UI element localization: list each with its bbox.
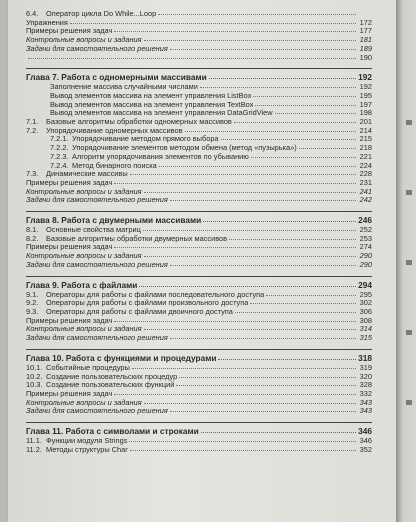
toc-page-number: 241 [359,186,372,196]
dot-leader [251,156,356,158]
toc-entry-title: Создание пользовательских процедур [46,372,178,381]
dot-leader [144,39,356,41]
toc-entry-title: Контрольные вопросы и задания [26,325,142,334]
toc-page-number: 181 [359,35,372,45]
dot-leader [266,294,356,296]
dot-leader [234,121,356,123]
dot-leader [114,182,356,184]
toc-entry-title: Вывод элементов массива на элемент управления DataGridView [50,109,273,118]
toc-entry-title: Функции модуля Strings [46,437,128,446]
toc-entry-number: 9.2. [26,298,39,308]
toc-entry-number: 7.2.1. [50,134,69,144]
dot-leader [255,104,356,106]
toc-entry-title: Упорядочивание элементов методом обмена (метод «пузырька») [72,144,297,153]
toc-entry-number: 8.2. [26,233,39,243]
toc-page-number: 253 [359,233,372,243]
dot-leader [218,358,356,360]
toc-page-number: 294 [358,279,372,290]
toc-entry [26,407,372,416]
toc-entry-title: Операторы для работы с файлами произвольного доступа [46,299,249,308]
toc-entry [26,10,372,19]
toc-page-number: 290 [359,259,372,269]
toc-page-number: 190 [359,52,372,62]
toc-page-number: 346 [359,436,372,446]
page-edge-mark [406,400,412,405]
dot-leader [299,147,356,149]
toc-entry [26,325,372,334]
toc-page-number: 314 [359,324,372,334]
toc-page-number: 302 [359,298,372,308]
toc-entry-title: Базовые алгоритмы обработки одномерных массивов [46,118,232,127]
dot-leader [130,173,356,175]
toc-entry [26,226,372,235]
dot-leader [170,199,356,201]
toc-entry [26,373,372,382]
toc-page-number: 274 [359,242,372,252]
next-page-edge [396,0,416,522]
dot-leader [200,86,356,88]
toc-entry-title: Примеры решения задач [26,178,113,187]
toc-page-number: 320 [359,371,372,381]
toc-entry-title: Задачи для самостоятельного решения [26,196,168,205]
page-edge-mark [406,190,412,195]
toc-entry [26,334,372,343]
toc-entry-title: Вывод элементов массива на элемент управления ListBox [50,91,252,100]
toc-entry-title: Упорядочивание методом прямого выбора [72,135,219,144]
toc-entry [26,135,372,144]
chapter-title: Глава 11. Работа с символами и строками [26,426,199,437]
toc-entry-number: 7.3. [26,169,39,179]
toc-chapter-heading [26,211,372,226]
toc-entry-title: Основные свойства матриц [46,226,141,235]
dot-leader [201,431,356,433]
toc-page-number: 231 [359,177,372,187]
dot-leader [70,22,356,24]
toc-entry-number: 9.3. [26,306,39,316]
toc-entry-number: 8.1. [26,225,39,235]
toc-entry-number: 10.3. [26,380,43,390]
dot-leader [275,112,356,114]
dot-leader [114,30,356,32]
dot-leader [144,255,356,257]
toc-entry [26,45,372,54]
toc-entry [26,381,372,390]
dot-leader [229,238,356,240]
toc-entry [26,27,372,36]
dot-leader [144,402,356,404]
dot-leader [114,393,356,395]
dot-leader [132,367,356,369]
dot-leader [170,410,356,412]
dot-leader [159,165,356,167]
toc-entry [26,188,372,197]
toc-page-number: 197 [359,99,372,109]
dot-leader [129,440,356,442]
toc-chapter-heading [26,276,372,291]
toc-entry [26,364,372,373]
toc-page-number: 189 [359,43,372,53]
toc-entry [26,308,372,317]
toc-entry [26,437,372,446]
dot-leader [170,264,356,266]
toc-entry [26,92,372,101]
toc-entry-title: Задачи для самостоятельного решения [26,407,168,416]
toc-entry-title: Операторы для работы с файлами последовательного доступа [46,290,265,299]
toc-entry-number: 7.2.4. [50,160,69,170]
toc-page-number: 319 [359,362,372,372]
toc-entry [26,399,372,408]
toc-entry-number: 11.2. [26,444,42,454]
dot-leader [179,376,356,378]
toc-entry-title: Примеры решения задач [26,316,113,325]
toc-entry-title: Событийные процедуры [46,363,130,372]
toc-entry [26,54,372,63]
toc-entry [26,101,372,110]
toc-entry-number: 7.2.2. [50,143,69,153]
toc-entry [26,317,372,326]
toc-entry-title: Оператор цикла Do While...Loop [46,10,157,18]
toc-page-number: 332 [359,388,372,398]
toc-entry-title: Упражнения [26,18,68,27]
toc-entry [26,118,372,127]
toc-page-number: 192 [359,82,372,92]
toc-entry-title: Контрольные вопросы и задания [26,398,142,407]
toc-entry [26,390,372,399]
dot-leader [143,229,356,231]
toc-entry [26,162,372,171]
toc-page-number: 295 [359,289,372,299]
toc-entry-title: Операторы для работы с файлами двоичного доступа [46,307,233,316]
toc-page-number: 328 [359,380,372,390]
dot-leader [144,328,356,330]
toc-page-number: 218 [359,143,372,153]
dot-leader [158,13,356,15]
toc-entry [26,291,372,300]
toc-entry [26,252,372,261]
toc-entry-number: 7.2.3. [50,151,69,161]
toc-entry [26,243,372,252]
toc-page-number: 214 [359,125,372,135]
dot-leader [235,311,356,313]
toc-page-number: 315 [359,333,372,343]
page-edge-mark [406,330,412,335]
toc-page-number: 306 [359,306,372,316]
dot-leader [185,130,356,132]
toc-page-number: 290 [359,251,372,261]
toc-entry-title: Задачи для самостоятельного решения [26,260,168,269]
toc-entry [26,109,372,118]
toc-entry [26,127,372,136]
toc-page-number: 192 [358,72,372,83]
toc-chapter-heading [26,349,372,364]
toc-entry-number: 11.1. [26,436,42,446]
toc-entry-number: 10.2. [26,371,43,381]
dot-leader [176,384,356,386]
toc-entry-number: 7.1. [26,117,39,127]
toc-entry-title: Примеры решения задач [26,27,113,36]
dot-leader [209,77,356,79]
chapter-title: Глава 10. Работа с функциями и процедурами [26,352,217,363]
toc-entry-title: Задачи для самостоятельного решения [26,44,168,53]
toc-entry [26,83,372,92]
toc-entry [26,144,372,153]
toc-entry [26,153,372,162]
dot-leader [144,191,356,193]
toc-page-number: 198 [359,108,372,118]
toc-entry [26,196,372,205]
toc-chapter-heading [26,422,372,437]
toc-page-number: 224 [359,160,372,170]
toc-page-number: 343 [359,397,372,407]
dot-leader [139,285,356,287]
toc-entry-title: Базовые алгоритмы обработки двумерных массивов [46,234,228,243]
toc-entry [26,19,372,28]
toc-entry-title: Методы структуры Char [46,445,128,454]
toc-entry-title: Создание пользовательских функций [46,381,175,390]
toc-entry-title: Алгоритм упорядочивания элементов по убыванию [72,152,249,161]
toc-entry-number: 10.1. [26,362,43,372]
toc-entry-title: Вывод элементов массива на элемент управления TextBox [50,100,254,109]
page-edge-mark [406,260,412,265]
toc-entry-title: Контрольные вопросы и задания [26,252,142,261]
toc-entry [26,446,372,455]
chapter-title: Глава 7. Работа с одномерными массивами [26,72,207,83]
dot-leader [114,246,356,248]
toc-page-number: 215 [359,134,372,144]
dot-leader [130,449,356,451]
dot-leader [250,302,356,304]
toc-entry [26,170,372,179]
toc-page-number: 246 [358,215,372,226]
toc-entry-number: 6.4. [26,9,39,18]
dot-leader [114,320,356,322]
toc-entry [26,299,372,308]
toc-chapter-heading [26,68,372,83]
toc-entry-number: 9.1. [26,289,39,299]
toc-page-number: 308 [359,315,372,325]
book-page [8,0,396,522]
toc-page-number: 352 [359,444,372,454]
toc-entry-title: Упорядочивание одномерных массивов [46,126,183,135]
toc-page-number: 343 [359,406,372,416]
toc-entry-title: Задачи для самостоятельного решения [26,334,168,343]
toc-entry-number: 7.2. [26,125,39,135]
toc-entry [26,179,372,188]
toc-page-number: 201 [359,117,372,127]
toc-page-number: 221 [359,151,372,161]
toc-entry-title: Контрольные вопросы и задания [26,36,142,45]
toc-entry-title: Метод бинарного поиска [72,161,157,170]
toc-page-number: 228 [359,169,372,179]
toc-entry [26,235,372,244]
dot-leader [170,48,356,50]
page-edge-mark [406,120,412,125]
dot-leader [221,138,356,140]
toc-page-number: 252 [359,225,372,235]
toc-page-number: 346 [358,426,372,437]
toc-entry-title: Динамические массивы [46,170,128,179]
toc-entry [26,36,372,45]
toc-entry-title: Контрольные вопросы и задания [26,187,142,196]
toc-entry-title: Заполнение массива случайными числами [50,83,198,92]
toc-entry-title: Примеры решения задач [26,389,113,398]
toc-page-number: 195 [359,90,372,100]
dot-leader [170,337,356,339]
chapter-title: Глава 8. Работа с двумерными массивами [26,215,202,226]
dot-leader [28,57,356,59]
toc-entry-title: Примеры решения задач [26,243,113,252]
dot-leader [253,95,356,97]
toc-page-number: 177 [359,26,372,36]
toc-page-number: 172 [359,17,372,27]
table-of-contents [26,10,372,454]
dot-leader [203,220,356,222]
toc-page-number: 318 [358,352,372,363]
toc-entry [26,261,372,270]
toc-page-number: 242 [359,195,372,205]
chapter-title: Глава 9. Работа с файлами [26,279,138,290]
